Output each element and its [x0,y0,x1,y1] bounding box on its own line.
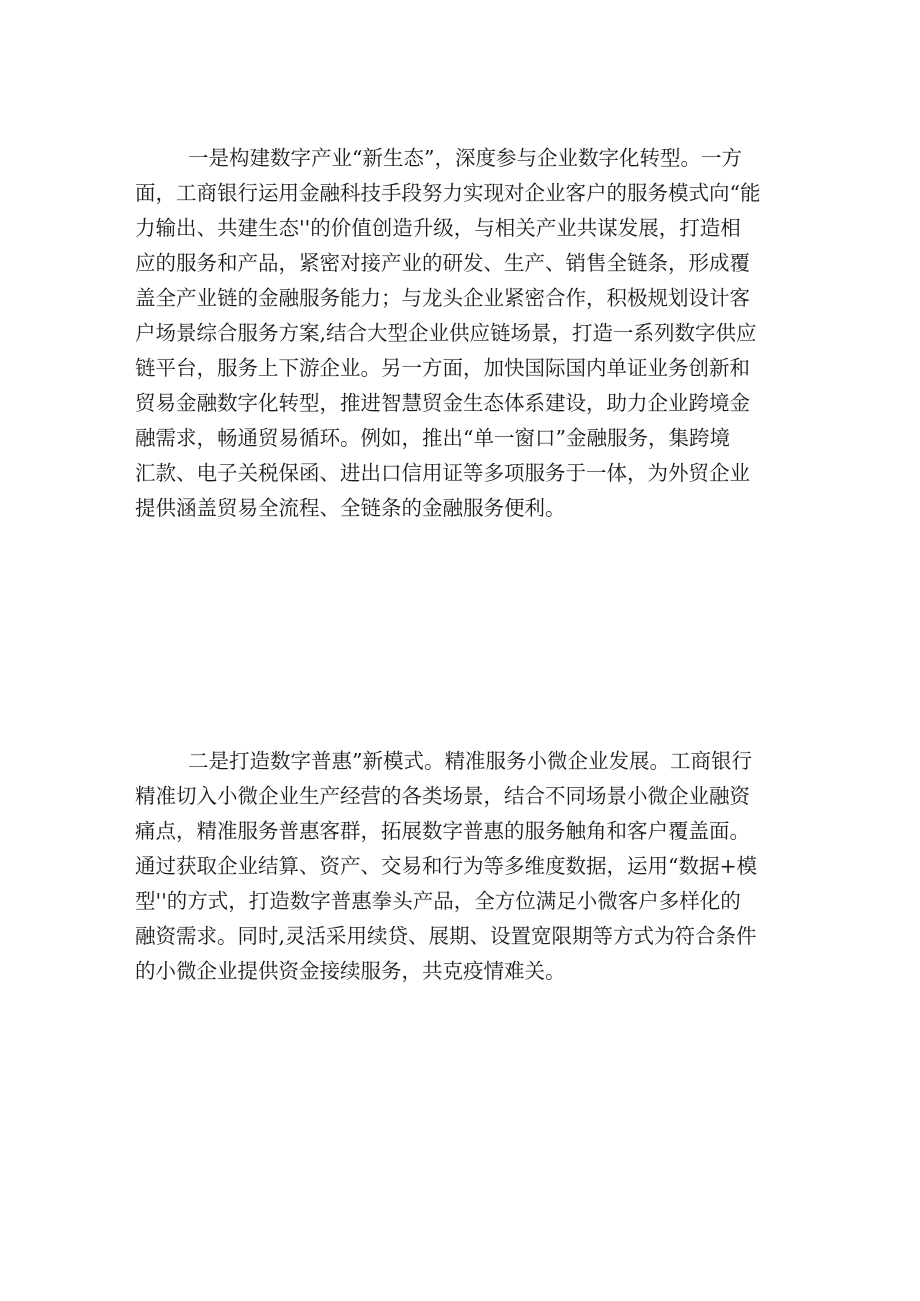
paragraph-2-line-5: 型''的方式，打造数字普惠拳头产品，全方位满足小微客户多样化的 [135,889,741,913]
paragraph-1-line-8: 贸易金融数字化转型，推进智慧贸金生态体系建设，助力企业跨境金 [135,391,750,415]
paragraph-1-line-1: 一是构建数字产业“新生态”，深度参与企业数字化转型。一方 [188,146,742,170]
paragraph-2-line-1: 二是打造数字普惠”新模式。精准服务小微企业发展。工商银行 [188,749,752,773]
paragraph-2-line-2: 精准切入小微企业生产经营的各类场景，结合不同场景小微企业融资 [135,784,750,808]
paragraph-1-line-3: 力输出、共建生态''的价值创造升级，与相关产业共谋发展，打造相 [135,216,741,240]
paragraph-1-line-5: 盖全产业链的金融服务能力；与龙头企业紧密合作，积极规划设计客 [135,286,750,310]
paragraph-1-line-10: 汇款、电子关税保函、进出口信用证等多项服务于一体，为外贸企业 [135,461,750,485]
paragraph-1-line-4: 应的服务和产品，紧密对接产业的研发、生产、销售全链条，形成覆 [135,251,750,275]
paragraph-1-line-6: 户场景综合服务方案,结合大型企业供应链场景，打造一系列数字供应 [135,321,757,345]
paragraph-2-line-7: 的小微企业提供资金接续服务，共克疫情难关。 [135,959,566,983]
paragraph-2-line-3: 痛点，精准服务普惠客群，拓展数字普惠的服务触角和客户覆盖面。 [135,819,750,843]
paragraph-1-line-11: 提供涵盖贸易全流程、全链条的金融服务便利。 [135,496,566,520]
paragraph-2-line-4: 通过获取企业结算、资产、交易和行为等多维度数据，运用“数据+模 [135,854,758,878]
paragraph-2-line-6: 融资需求。同时,灵活采用续贷、展期、设置宽限期等方式为符合条件 [135,924,757,948]
paragraph-1-line-9: 融需求，畅通贸易循环。例如，推出“单一窗口”金融服务，集跨境 [135,426,730,450]
paragraph-1-line-2: 面，工商银行运用金融科技手段努力实现对企业客户的服务模式向“能 [135,181,761,205]
paragraph-1-line-7: 链平台，服务上下游企业。另一方面，加快国际国内单证业务创新和 [135,356,750,380]
